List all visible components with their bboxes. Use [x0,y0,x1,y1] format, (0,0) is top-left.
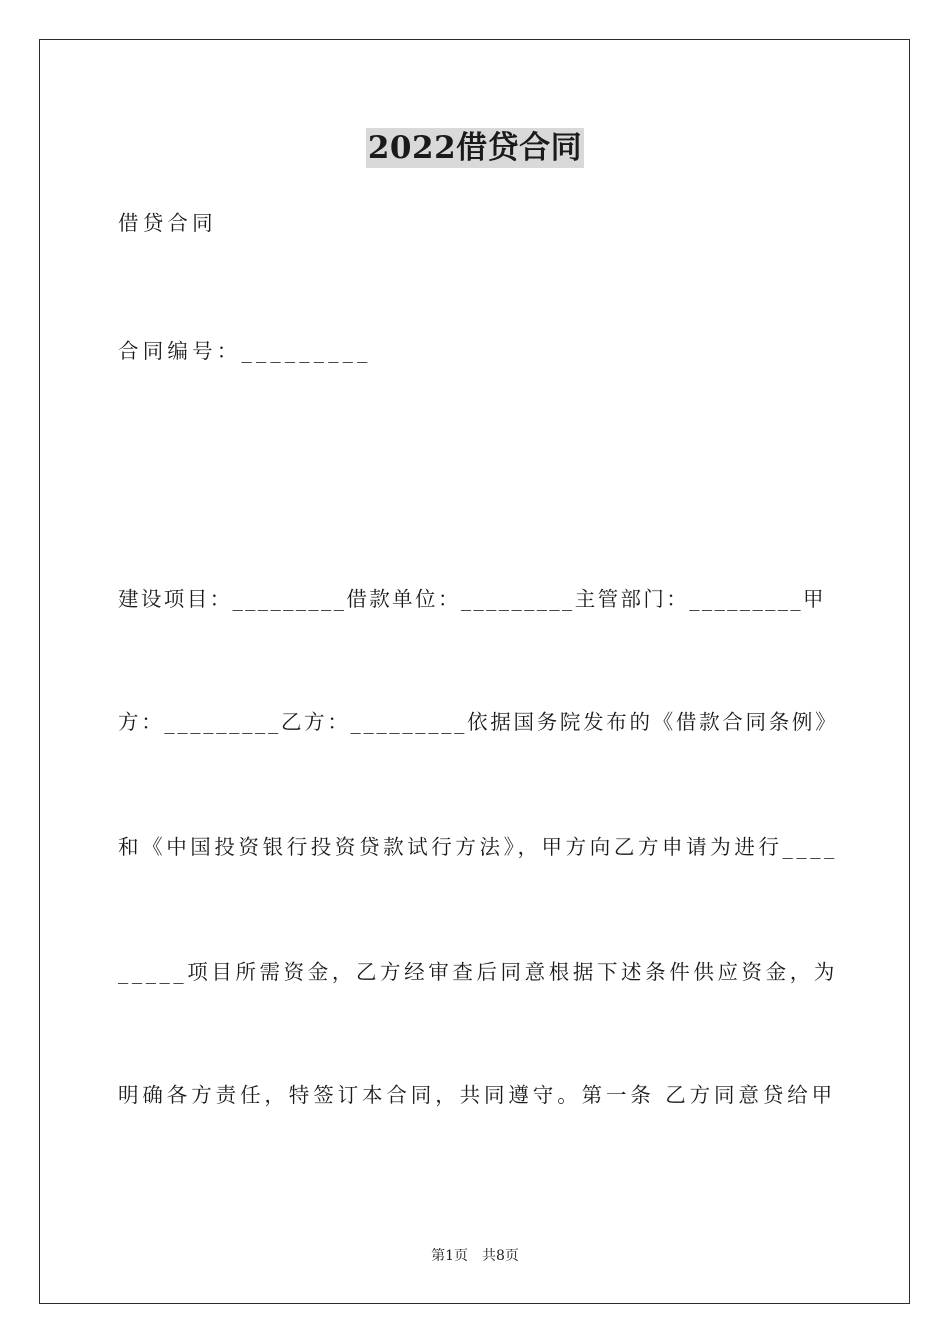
document-title-text: 2022借贷合同 [367,130,583,166]
body-line-1: 建设项目：_________借款单位：_________主管部门：_________甲 [118,587,826,611]
document-title [0,128,950,168]
page-number-total: 共8页 [482,1248,519,1264]
document-subtitle: 借贷合同 [118,211,217,235]
page-footer [0,1246,950,1266]
body-line-3: 和《中国投资银行投资贷款试行方法》，甲方向乙方申请为进行____ [118,835,838,859]
body-line-2: 方：_________乙方：_________依据国务院发布的《借款合同条例》 [118,710,839,734]
body-line-5: 明确各方责任，特签订本合同，共同遵守。第一条 乙方同意贷给甲 [118,1083,837,1107]
body-line-4: _____项目所需资金，乙方经审查后同意根据下述条件供应资金，为 [118,960,838,984]
contract-number-line: 合同编号：_________ [118,339,372,363]
page-number-current: 第1页 [431,1248,468,1264]
